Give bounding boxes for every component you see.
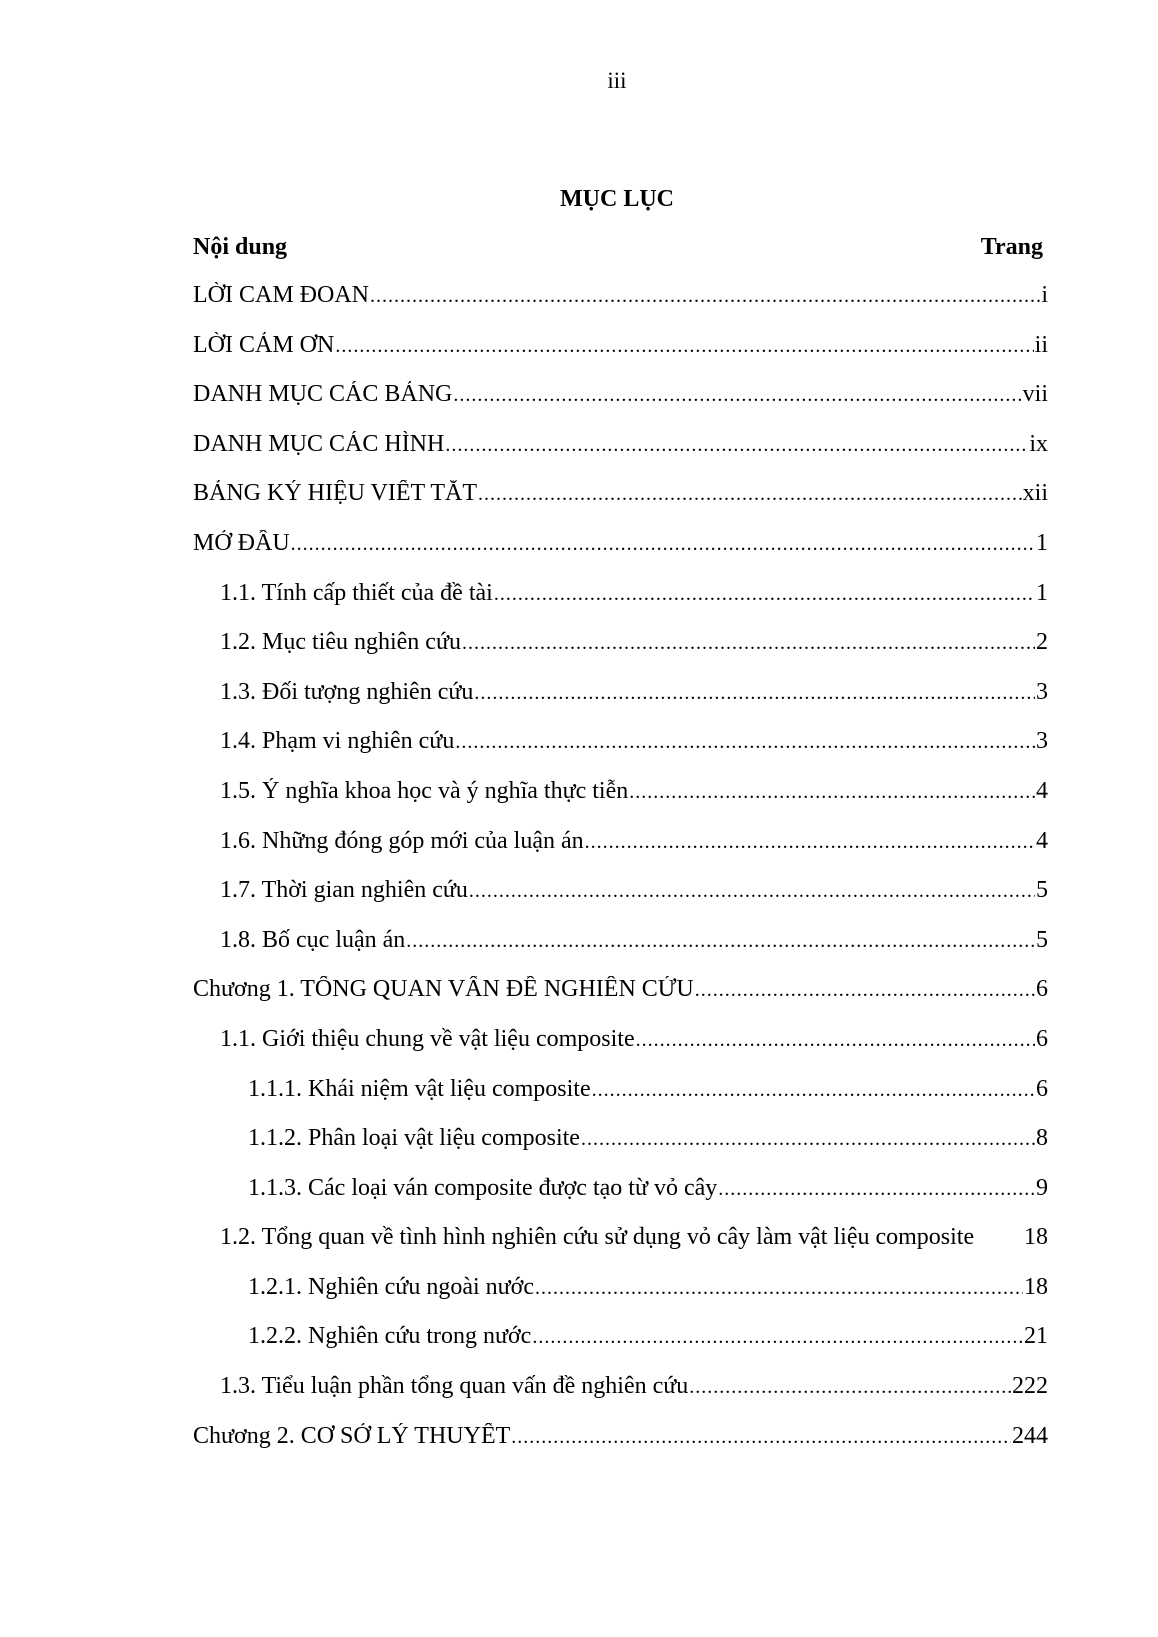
dot-leader xyxy=(462,632,1035,655)
toc-entry-label: 1.1.3. Các loại ván composite được tạo từ vỏ cây xyxy=(248,1174,718,1201)
toc-entry-page: 222 xyxy=(1012,1373,1048,1400)
toc-entry-label: LỜI CAM ĐOAN xyxy=(193,282,369,308)
toc-entry-label: BẢNG KÝ HIỆU VIẾT TẮT xyxy=(193,480,477,507)
dot-leader xyxy=(494,583,1035,606)
toc-entry-label: 1.2. Tổng quan về tình hình nghiên cứu sử dụng vỏ cây làm vật liệu composite xyxy=(220,1224,975,1251)
toc-entry-label: DANH MỤC CÁC HÌNH xyxy=(193,430,445,457)
toc-entry-page: 244 xyxy=(1012,1422,1048,1449)
dot-leader xyxy=(629,781,1035,804)
dot-leader xyxy=(695,979,1035,1002)
dot-leader xyxy=(335,335,1033,358)
toc-entry-page: 3 xyxy=(1036,678,1048,705)
toc-entry[interactable] xyxy=(193,1076,1048,1126)
toc-entry-page: 6 xyxy=(1036,976,1048,1003)
toc-entry[interactable] xyxy=(193,1323,1048,1373)
dot-leader xyxy=(455,731,1035,754)
toc-entry-label: 1.1. Giới thiệu chung về vật liệu composite xyxy=(220,1025,635,1052)
dot-leader xyxy=(532,1326,1023,1349)
toc-entry-label: Chương 2. CƠ SỞ LÝ THUYẾT xyxy=(193,1422,511,1449)
toc-entry[interactable] xyxy=(193,1026,1048,1076)
dot-leader xyxy=(478,483,1022,506)
toc-entry-label: 1.4. Phạm vi nghiên cứu xyxy=(220,728,455,755)
dot-leader xyxy=(718,1178,1035,1201)
toc-entry-page: i xyxy=(1041,282,1048,308)
toc-entry-page: 1 xyxy=(1036,529,1048,556)
toc-entry-page: 18 xyxy=(1024,1273,1048,1300)
dot-leader xyxy=(469,880,1035,903)
toc-entry-label: 1.3. Tiểu luận phần tổng quan vấn đề nghiên cứu xyxy=(220,1373,689,1400)
toc-entry-page: ii xyxy=(1034,331,1048,358)
toc-entry-label: 1.2.2. Nghiên cứu trong nước xyxy=(248,1323,532,1350)
toc-entry[interactable] xyxy=(193,332,1048,382)
toc-entry[interactable] xyxy=(193,828,1048,878)
toc-entry[interactable] xyxy=(193,580,1048,630)
dot-leader xyxy=(474,682,1035,705)
toc-entry-label: DANH MỤC CÁC BẢNG xyxy=(193,381,453,408)
toc-entry-label: 1.1. Tính cấp thiết của đề tài xyxy=(220,579,493,606)
toc-entry[interactable] xyxy=(193,1373,1048,1423)
toc-header xyxy=(193,234,1048,261)
toc-entry[interactable] xyxy=(193,877,1048,927)
toc-entry[interactable] xyxy=(193,629,1048,679)
toc-entry-page: 3 xyxy=(1036,728,1048,755)
toc-list xyxy=(193,282,1048,1472)
toc-entry-page: 4 xyxy=(1036,777,1048,804)
toc-entry-page: xii xyxy=(1022,480,1048,507)
toc-entry[interactable] xyxy=(193,728,1048,778)
toc-entry-label: 1.2. Mục tiêu nghiên cứu xyxy=(220,629,461,656)
toc-entry-page: 5 xyxy=(1036,926,1048,953)
toc-entry-page: 4 xyxy=(1036,827,1048,854)
toc-entry[interactable] xyxy=(193,530,1048,580)
dot-leader xyxy=(511,1426,1011,1449)
toc-entry[interactable] xyxy=(193,282,1048,332)
toc-title: MỤC LỤC xyxy=(560,186,674,212)
toc-entry-label: 1.5. Ý nghĩa khoa học và ý nghĩa thực tiễn xyxy=(220,777,629,804)
dot-leader xyxy=(592,1079,1035,1102)
toc-entry-label: 1.8. Bố cục luận án xyxy=(220,926,406,953)
toc-entry-label: 1.1.2. Phân loại vật liệu composite xyxy=(248,1125,580,1152)
toc-entry[interactable] xyxy=(193,778,1048,828)
toc-entry[interactable] xyxy=(193,1423,1048,1473)
toc-entry[interactable] xyxy=(193,431,1048,481)
page-number: iii xyxy=(607,68,627,93)
toc-entry-label: Chương 1. TỔNG QUAN VẤN ĐỀ NGHIÊN CỨU xyxy=(193,976,694,1003)
dot-leader xyxy=(689,1376,1011,1399)
toc-entry-label: 1.7. Thời gian nghiên cứu xyxy=(220,877,468,904)
dot-leader xyxy=(406,930,1035,953)
toc-entry-page: 2 xyxy=(1036,629,1048,656)
dot-leader xyxy=(370,285,1040,308)
dot-leader xyxy=(445,434,1028,457)
dot-leader xyxy=(636,1029,1035,1052)
toc-entry-page: 21 xyxy=(1024,1323,1048,1350)
dot-leader xyxy=(581,1128,1035,1151)
toc-entry-page: vii xyxy=(1022,381,1048,408)
toc-entry[interactable] xyxy=(193,1224,1048,1274)
toc-entry-label: MỞ ĐẦU xyxy=(193,529,290,556)
toc-entry-label: 1.2.1. Nghiên cứu ngoài nước xyxy=(248,1273,534,1300)
dot-leader xyxy=(291,533,1035,556)
toc-entry-page: 1 xyxy=(1036,579,1048,606)
toc-entry[interactable] xyxy=(193,1125,1048,1175)
toc-entry-label: LỜI CẢM ƠN xyxy=(193,331,335,358)
toc-entry[interactable] xyxy=(193,679,1048,729)
page-column-label: Trang xyxy=(980,234,1043,260)
toc-entry[interactable] xyxy=(193,480,1048,530)
toc-entry-page: 6 xyxy=(1036,1025,1048,1052)
content-column-label: Nội dung xyxy=(193,234,288,260)
dot-leader xyxy=(585,831,1035,854)
toc-entry-page: 6 xyxy=(1036,1075,1048,1102)
toc-entry-page: 18 xyxy=(1024,1224,1048,1251)
toc-entry[interactable] xyxy=(193,1274,1048,1324)
toc-entry-label: 1.6. Những đóng góp mới của luận án xyxy=(220,827,584,854)
toc-entry[interactable] xyxy=(193,381,1048,431)
toc-entry[interactable] xyxy=(193,927,1048,977)
toc-entry-label: 1.1.1. Khái niệm vật liệu composite xyxy=(248,1075,591,1102)
toc-entry[interactable] xyxy=(193,1175,1048,1225)
toc-entry[interactable] xyxy=(193,976,1048,1026)
toc-entry-page: 5 xyxy=(1036,877,1048,904)
dot-leader xyxy=(453,384,1021,407)
toc-entry-page: 8 xyxy=(1036,1125,1048,1152)
toc-entry-label: 1.3. Đối tượng nghiên cứu xyxy=(220,678,474,705)
toc-entry-page: ix xyxy=(1029,430,1048,457)
toc-entry-page: 9 xyxy=(1036,1174,1048,1201)
dot-leader xyxy=(535,1277,1023,1300)
